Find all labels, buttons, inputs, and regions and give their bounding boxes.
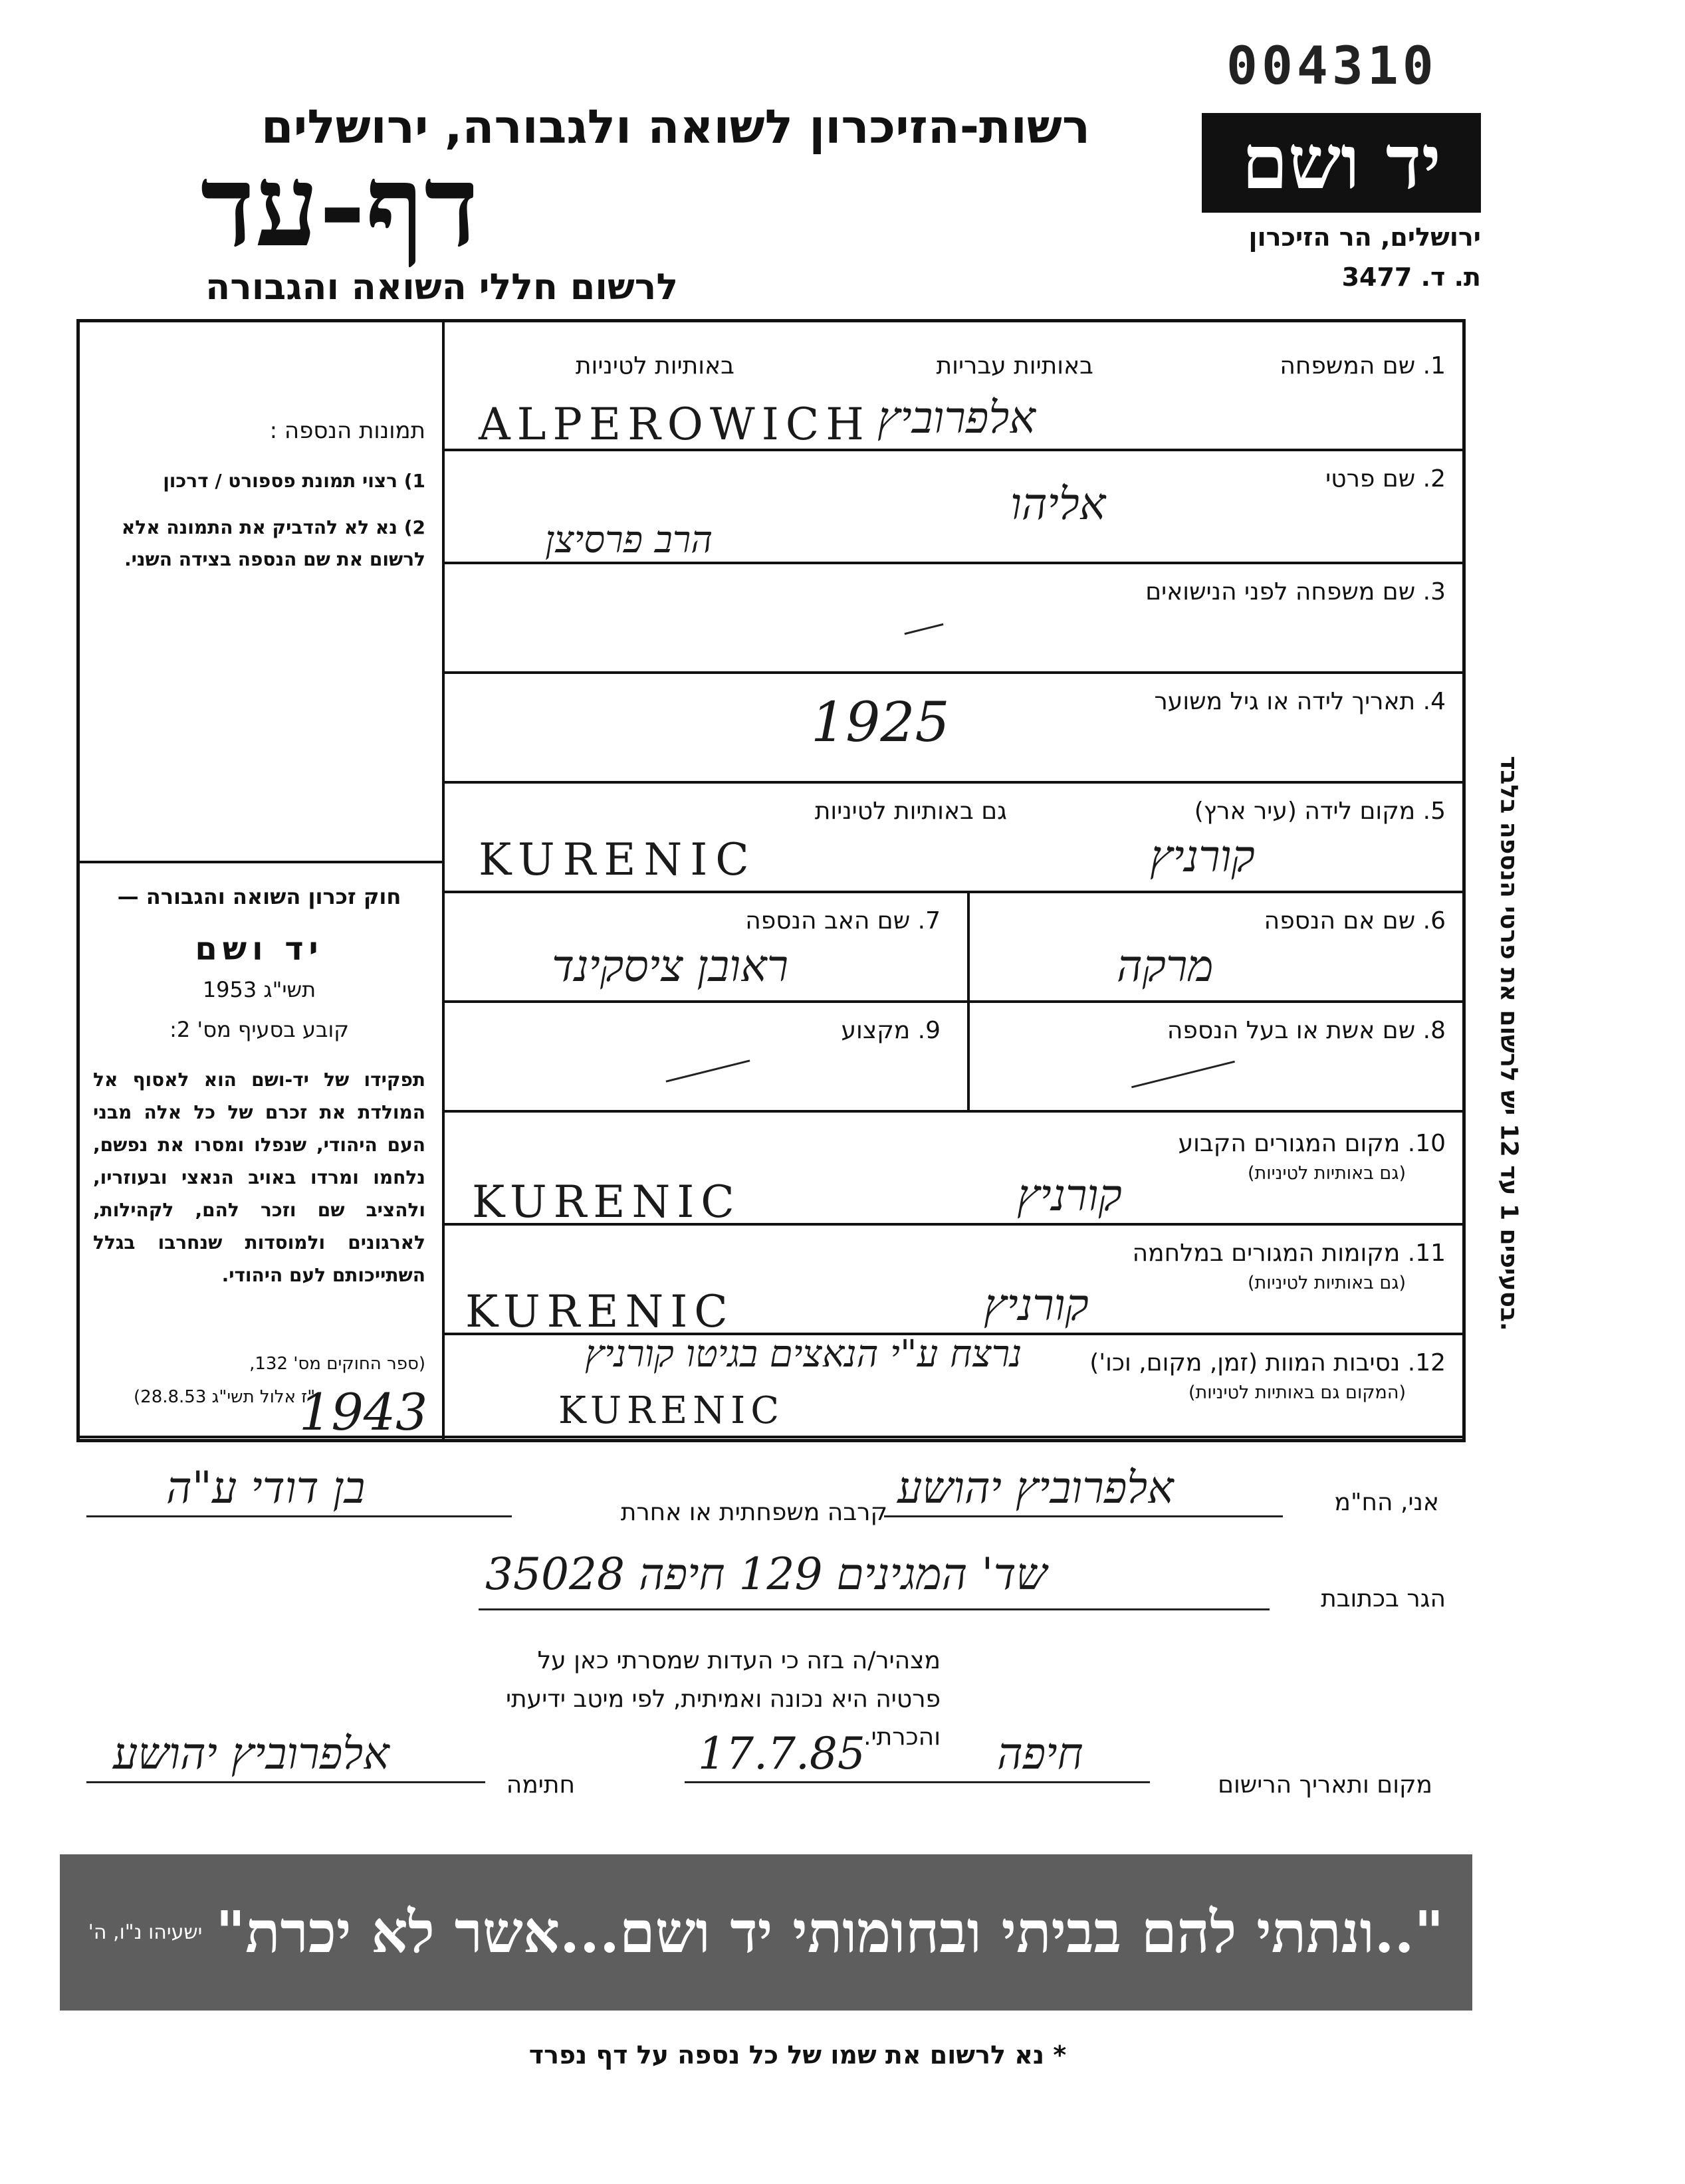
place-value: חיפה bbox=[997, 1728, 1083, 1779]
field-10-latin-value: KURENIC bbox=[472, 1176, 741, 1228]
field-5-latin-value: KURENIC bbox=[479, 834, 757, 885]
address-label: הגר בכתובת bbox=[1321, 1585, 1446, 1612]
footnote: * נא לרשום את שמו של כל נספה על דף נפרד bbox=[528, 2040, 1067, 2070]
row-divider bbox=[442, 1000, 1466, 1003]
photo-note-item-2: 2) נא לא להדביק את התמונה אלא לרשום את שם הנספה בצידה השני. bbox=[121, 516, 425, 570]
split-divider bbox=[967, 891, 970, 1110]
logo-address: ירושלים, הר הזיכרון bbox=[1248, 223, 1481, 252]
field-11-hebrew-value: קורניץ bbox=[984, 1279, 1089, 1331]
field-5-label: 5. מקום לידה (עיר ארץ) bbox=[1194, 798, 1446, 825]
row-divider bbox=[442, 562, 1466, 564]
row-divider bbox=[442, 891, 1466, 893]
field-1-latin-header: באותיות לטיניות bbox=[575, 352, 734, 380]
declarant-label: אני, הח"מ bbox=[1334, 1489, 1439, 1516]
field-6-value: מרקה bbox=[1117, 940, 1214, 992]
declaration-statement: מצהיר/ה בזה כי העדות שמסרתי כאן על פרטיה היא נכונה ואמיתית, לפי מיטב ידיעתי והכרתי. bbox=[505, 1647, 941, 1751]
field-3-label: 3. שם משפחה לפני הנישואים bbox=[1145, 578, 1446, 605]
page-subtitle: לרשום חללי השואה והגבורה bbox=[205, 266, 678, 308]
column-divider bbox=[442, 319, 445, 1442]
signature-value: אלפרוביץ יהושע bbox=[113, 1728, 390, 1779]
field-4-value: 1925 bbox=[811, 691, 950, 754]
banner-quote: "..ונתתי להם בביתי ובחומותי יד ושם...אשר לא יכרת" bbox=[215, 1899, 1444, 1966]
field-10-label: 10. מקום המגורים הקבוע bbox=[1178, 1130, 1446, 1157]
place-date-line bbox=[685, 1781, 1150, 1783]
photo-note-item-1: 1) רצוי תמונת פספורט / דרכון bbox=[163, 470, 425, 492]
banner-reference: ישעיהו נ"ו, ה' bbox=[88, 1921, 203, 1944]
field-12-sub: (המקום גם באותיות לטיניות) bbox=[1188, 1382, 1406, 1403]
law-heading: חוק זכרון השואה והגבורה — bbox=[117, 884, 401, 909]
field-8-label: 8. שם אשת או בעל הנספה bbox=[1167, 1017, 1446, 1044]
law-text: תפקידו של יד-ושם הוא לאסוף אל המולדת את זכרם של כל אלה מבני העם היהודי, שנפלו ומסרו את נפשם, נלחמו ומרדו באויב הנאצי ובעוזריו, ולהציב שם וזכר להם, לקהילות, לארגונים ולמוסדות שנחרבו בגלל השתייכותם לעם היהודי. bbox=[93, 1069, 425, 1286]
law-source: (ספר החוקים מס' 132, bbox=[249, 1354, 425, 1374]
field-4-label: 4. תאריך לידה או גיל משוער bbox=[1154, 688, 1446, 715]
row-divider bbox=[76, 1436, 1466, 1438]
quote-banner bbox=[60, 1854, 1472, 2011]
field-2-label: 2. שם פרטי bbox=[1325, 465, 1446, 492]
declarant-name: אלפרוביץ יהושע bbox=[897, 1462, 1174, 1513]
law-name: יד ושם bbox=[195, 930, 324, 968]
serial-number: 004310 bbox=[1226, 37, 1438, 96]
authority-heading: רשות-הזיכרון לשואה ולגבורה, ירושלים bbox=[261, 100, 1090, 154]
declarant-name-line bbox=[884, 1515, 1283, 1517]
row-divider bbox=[442, 781, 1466, 784]
field-7-value: ראובן ציסקינד bbox=[552, 940, 789, 992]
row-divider bbox=[442, 1110, 1466, 1113]
field-1-latin-value: ALPEROWICH bbox=[479, 399, 871, 450]
field-9-label: 9. מקצוע bbox=[841, 1017, 941, 1044]
field-2-value-2: הרב פרסיצן bbox=[545, 518, 713, 562]
page-title: דף-עד bbox=[200, 140, 479, 273]
side-note-text: בסעיפים 1 עד 12 יש לרשום את פרטי הנספה בלבד. bbox=[1495, 756, 1523, 1331]
row-divider bbox=[442, 671, 1466, 674]
field-1-hebrew-value: אלפרוביץ bbox=[877, 392, 1036, 443]
field-10-hebrew-value: קורניץ bbox=[1017, 1170, 1122, 1221]
address-line bbox=[479, 1608, 1270, 1610]
field-5-hebrew-value: קורניץ bbox=[1150, 831, 1255, 882]
law-source-date: י"ז אלול תשי"ג 28.8.53) bbox=[134, 1387, 319, 1407]
field-1-hebrew-header: באותיות עבריות bbox=[936, 352, 1093, 380]
place-date-label: מקום ותאריך הרישום bbox=[1218, 1771, 1432, 1799]
date-value: 17.7.85 bbox=[698, 1728, 865, 1779]
field-2-value: אליהו bbox=[1010, 479, 1106, 530]
relation-line bbox=[86, 1515, 512, 1517]
field-1-label: 1. שם המשפחה bbox=[1280, 352, 1446, 380]
relation-value: בן דודי ע"ה bbox=[166, 1462, 366, 1513]
relation-label: קרבה משפחתית או אחרת bbox=[620, 1499, 887, 1526]
field-12-latin-value: KURENIC bbox=[558, 1389, 785, 1432]
signature-line bbox=[86, 1781, 485, 1783]
field-10-sub: (גם באותיות לטיניות) bbox=[1247, 1163, 1406, 1184]
side-note bbox=[1479, 711, 1539, 1376]
field-12-year: 1943 bbox=[299, 1382, 428, 1442]
photo-note-title: תמונות הנספה : bbox=[269, 417, 425, 444]
field-11-label: 11. מקומות המגורים במלחמה bbox=[1132, 1240, 1446, 1267]
field-11-latin-value: KURENIC bbox=[465, 1286, 734, 1337]
left-divider bbox=[76, 861, 442, 863]
field-5-latin-header: גם באותיות לטיניות bbox=[814, 798, 1007, 825]
law-clause: קובע בסעיף מס' 2: bbox=[169, 1017, 349, 1042]
law-year: תשי"ג 1953 bbox=[202, 977, 316, 1002]
yad-vashem-logo: יד ושם bbox=[1202, 113, 1481, 213]
field-12-label: 12. נסיבות המוות (זמן, מקום, וכו') bbox=[1089, 1349, 1446, 1376]
address-value: שד' המגינים 129 חיפה 35028 bbox=[485, 1549, 1048, 1600]
field-12-hebrew-value: נרצח ע"י הנאצים בגיטו קורניץ bbox=[585, 1333, 1022, 1376]
logo-po-box: ת. ד. 3477 bbox=[1341, 263, 1481, 292]
field-7-label: 7. שם האב הנספה bbox=[745, 907, 941, 934]
field-11-sub: (גם באותיות לטיניות) bbox=[1247, 1273, 1406, 1293]
field-6-label: 6. שם אם הנספה bbox=[1264, 907, 1446, 934]
signature-label: חתימה bbox=[506, 1771, 575, 1799]
